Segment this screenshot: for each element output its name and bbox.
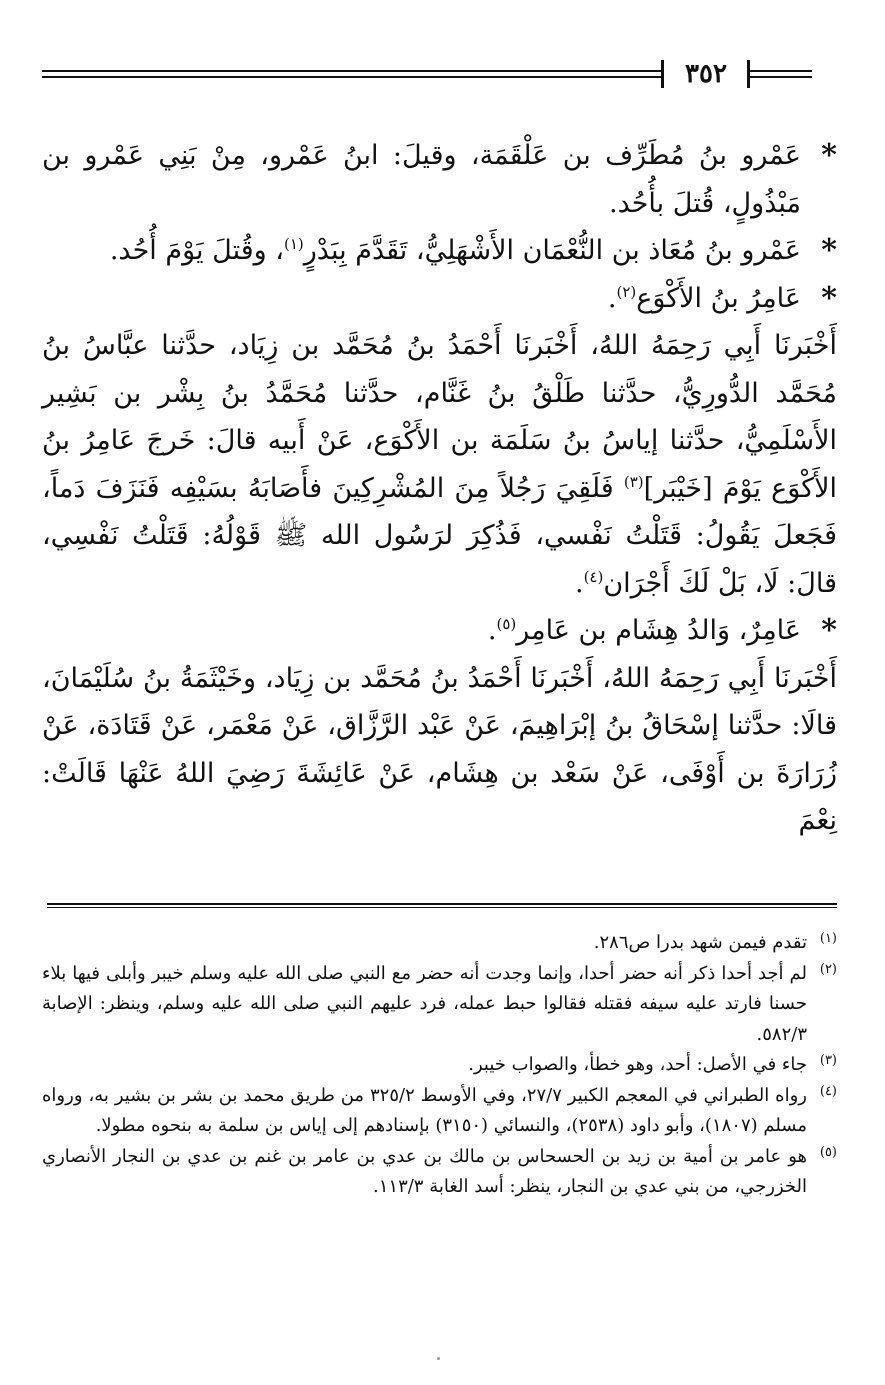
footnote-ref[interactable]: (١) — [283, 235, 304, 253]
entry-text: عَامِرٌ، وَالدُ هِشَام بن عَامِر$^{(٥)}$. — [487, 615, 801, 646]
entry-text: عَمْرو بنُ مُعَاذ بن النُّعْمَان الأَشْهَلِيُّ، تَقَدَّمَ بِبَدْرٍ$^{(١)}$، وقُتلَ يَوْمَ أُحُد. — [109, 235, 801, 266]
footnote-text: لم أجد أحدا ذكر أنه حضر أحدا، وإنما وجدت أنه حضر مع النبي صلى الله عليه وسلم خيبر وأبلى فيها بلاء حسنا فارتد عليه سيفه فقتله فقالوا حبط عمله، فرد عليهم النبي صلى الله عليه وسلم، وينظر: الإصابة ٥٨٢/٣. — [42, 962, 807, 1045]
entry-marker: * — [821, 138, 837, 173]
entry-text: عَمْرو بنُ مُطَرِّف بن عَلْقَمَة، وقيلَ: ابنُ عَمْرو، مِنْ بَنِي عَمْرو بن مَبْذُولٍ، قُتلَ بأُحُد. — [42, 140, 801, 219]
footnote-text: تقدم فيمن شهد بدرا ص٢٨٦. — [593, 932, 807, 953]
footnote-ref[interactable]: (٤) — [583, 567, 604, 586]
biography-entry — [42, 227, 837, 275]
footnote-ref[interactable]: (٣) — [623, 472, 644, 491]
header-rule — [42, 70, 662, 78]
footnote-number: (٤) — [819, 1083, 837, 1099]
footnote — [42, 959, 837, 1051]
footnote-ref[interactable]: (٢) — [616, 282, 637, 301]
entry-text: عَامِرُ بنُ الأَكْوَع$^{(٢)}$. — [607, 282, 801, 314]
footnote-number: (٥) — [819, 1144, 837, 1160]
footnote-text: رواه الطبراني في المعجم الكبير ٢٧/٧، وفي الأوسط ٣٢٥/٢ من طريق محمد بن بشر بن بشير به، ورواه مسلم (١٨٠٧)، وأبو داود (٢٥٣٨)، والنسائي (٣١٥٠) بإسنادهم إلى إياس بن سلمة به بنحوه مطولا. — [42, 1084, 807, 1136]
biography-entry — [42, 132, 837, 227]
footnote-text: جاء في الأصل: أحد، وهو خطأ، والصواب خيبر. — [468, 1054, 807, 1075]
footnote — [42, 1050, 837, 1081]
biography-entry — [42, 607, 837, 655]
header-rule-short — [750, 70, 812, 78]
footnote-number: (٣) — [819, 1053, 837, 1068]
page-number: ٣٥٢ — [685, 59, 727, 89]
biography-entry — [42, 275, 837, 323]
entry-marker: * — [821, 233, 837, 268]
hadith-paragraph: أَخْبَرنَا أَبِي رَحِمَهُ اللهُ، أَخْبَرنَا أَحْمَدُ بنُ مُحَمَّد بن زِيَاد، وخَيْثَمَةُ بنُ سُلَيْمَانَ، قالَا: حدَّثنا إسْحَاقُ بنُ إبْرَاهِيمَ، عَنْ عَبْد الرَّزَّاق، عَنْ مَعْمَر، عَنْ قَتَادَة، عَنْ زُرَارَةَ بن أَوْفَى، عَنْ سَعْد بن هِشَام، عَنْ عَائِشَةَ رَضِيَ اللهُ عَنْهَا قَالَتْ: نِعْمَ — [42, 662, 837, 836]
entry-marker: * — [821, 613, 837, 648]
footnote-number: (١) — [819, 931, 837, 946]
main-text — [42, 132, 837, 845]
footnote-divider — [47, 903, 837, 908]
footnote — [42, 928, 837, 959]
page-header — [42, 56, 812, 92]
footnotes — [42, 928, 837, 1203]
footnote — [42, 1081, 837, 1142]
hadith-paragraph: أَخْبَرنَا أَبِي رَحِمَهُ اللهُ، أَخْبَرنَا أَحْمَدُ بنُ مُحَمَّد بن زِيَاد، حدَّثنا عبَّاسُ بنُ مُحَمَّد الدُّورِيُّ، حدَّثنا طَلْقُ بنُ غَنَّام، حدَّثنا مُحَمَّدُ بنُ بِشْر بن بَشِير الأَسْلَمِيُّ، حدَّثنا إياسُ بنُ سَلَمَة بن الأَكْوَع، عَنْ أَبيه قالَ: خَرجَ عَامِرُ بنُ الأَكْوَع يَوْمَ [خَيْبَر]$^{(٣)}$ فَلَقِيَ رَجُلاً مِنَ المُشْرِكِينَ فأَصَابَهُ بسَيْفِه فَنَزَفَ دَماً، فَجَعلَ يَقُولُ: قَتَلْتُ نَفْسي، فَذُكِرَ لرَسُول الله ﷺ قَوْلُهُ: قَتَلْتُ نَفْسِي، قالَ: لَا، بَلْ لَكَ أَجْرَان$^{(٤)}$. — [42, 330, 837, 599]
print-mark — [437, 1357, 440, 1360]
footnote-ref[interactable]: (٥) — [496, 615, 517, 633]
footnote-text: هو عامر بن أمية بن زيد بن الحسحاس بن مالك بن عدي بن عامر بن غنم بن عدي بن النجار الأنصاري الخزرجي، من بني عدي بن النجار، ينظر: أسد الغابة ١١٣/٣. — [42, 1145, 807, 1197]
header-separator — [661, 60, 664, 88]
footnote — [42, 1142, 837, 1203]
entry-marker: * — [821, 280, 837, 316]
footnote-number: (٢) — [819, 961, 837, 977]
